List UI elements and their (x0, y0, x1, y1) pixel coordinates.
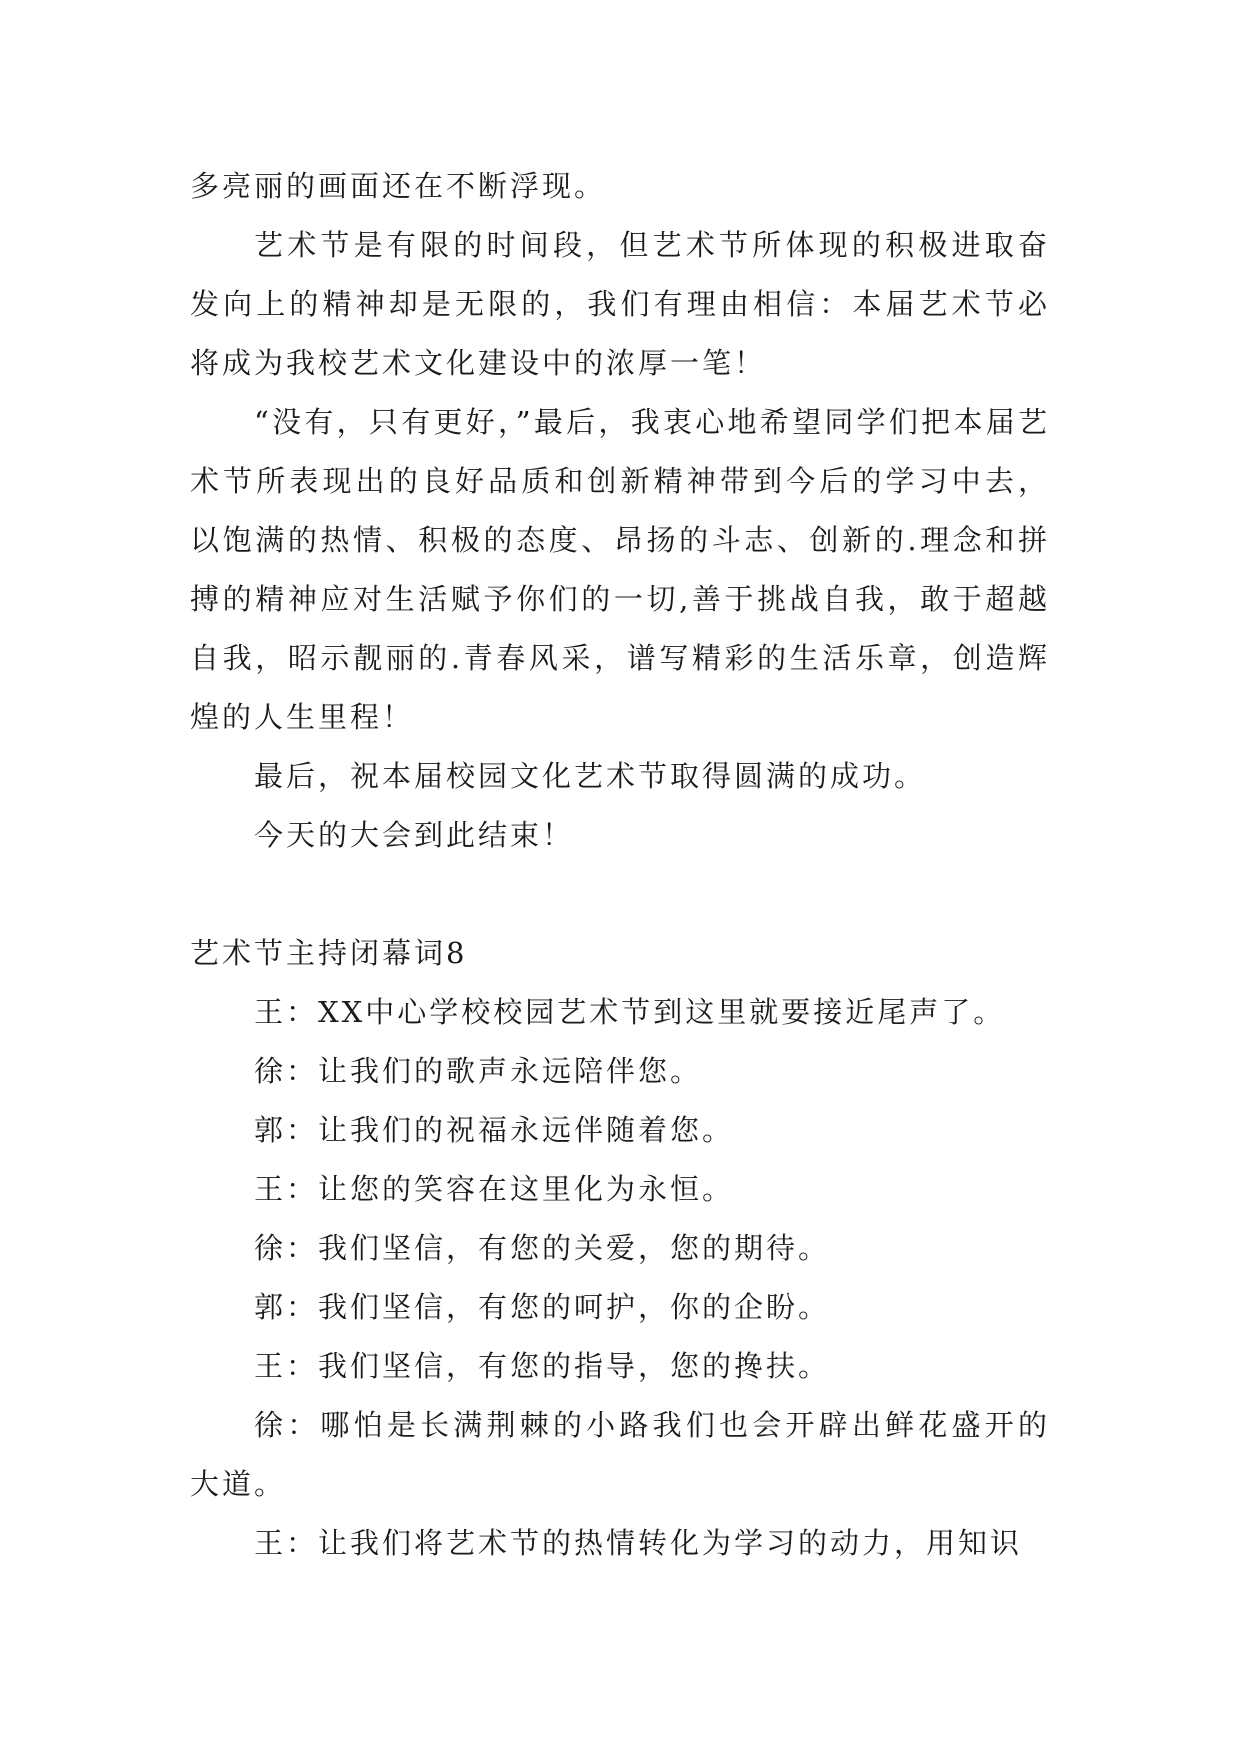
dialogue-line: 郭：让我们的祝福永远伴随着您。 (254, 1113, 735, 1147)
paragraph: 今天的大会到此结束！ (254, 818, 575, 852)
paragraph: 多亮丽的画面还在不断浮现。 (190, 169, 607, 203)
dialogue-line: 王：我们坚信，有您的指导，您的搀扶。 (254, 1349, 831, 1383)
dialogue-line: 徐：让我们的歌声永远陪伴您。 (254, 1054, 703, 1088)
document-body (190, 157, 1050, 1573)
section-title: 艺术节主持闭幕词8 (190, 936, 468, 970)
dialogue-line: 王：XX中心学校校园艺术节到这里就要接近尾声了。 (254, 995, 1006, 1029)
dialogue-line: 徐：哪怕是长满荆棘的小路我们也会开辟出鲜花盛开的大道。 (190, 1408, 1050, 1501)
paragraph: 最后，祝本届校园文化艺术节取得圆满的成功。 (254, 759, 927, 793)
dialogue-line: 王：让我们将艺术节的热情转化为学习的动力，用知识 (254, 1526, 1023, 1560)
blank-line (190, 865, 1050, 924)
paragraph: “没有，只有更好，”最后，我衷心地希望同学们把本届艺术节所表现出的良好品质和创新精神带到今后的学习中去，以饱满的热情、积极的态度、昂扬的斗志、创新的.理念和拼搏的精神应对生活赋予你们的一切,善于挑战自我，敢于超越自我，昭示靓丽的.青春风采，谱写精彩的生活乐章，创造辉煌的人生里程！ (190, 405, 1050, 734)
paragraph: 艺术节是有限的时间段，但艺术节所体现的积极进取奋发向上的精神却是无限的，我们有理由相信：本届艺术节必将成为我校艺术文化建设中的浓厚一笔！ (190, 228, 1050, 380)
dialogue-line: 徐：我们坚信，有您的关爱，您的期待。 (254, 1231, 831, 1265)
dialogue-line: 王：让您的笑容在这里化为永恒。 (254, 1172, 735, 1206)
dialogue-line: 郭：我们坚信，有您的呵护，你的企盼。 (254, 1290, 831, 1324)
